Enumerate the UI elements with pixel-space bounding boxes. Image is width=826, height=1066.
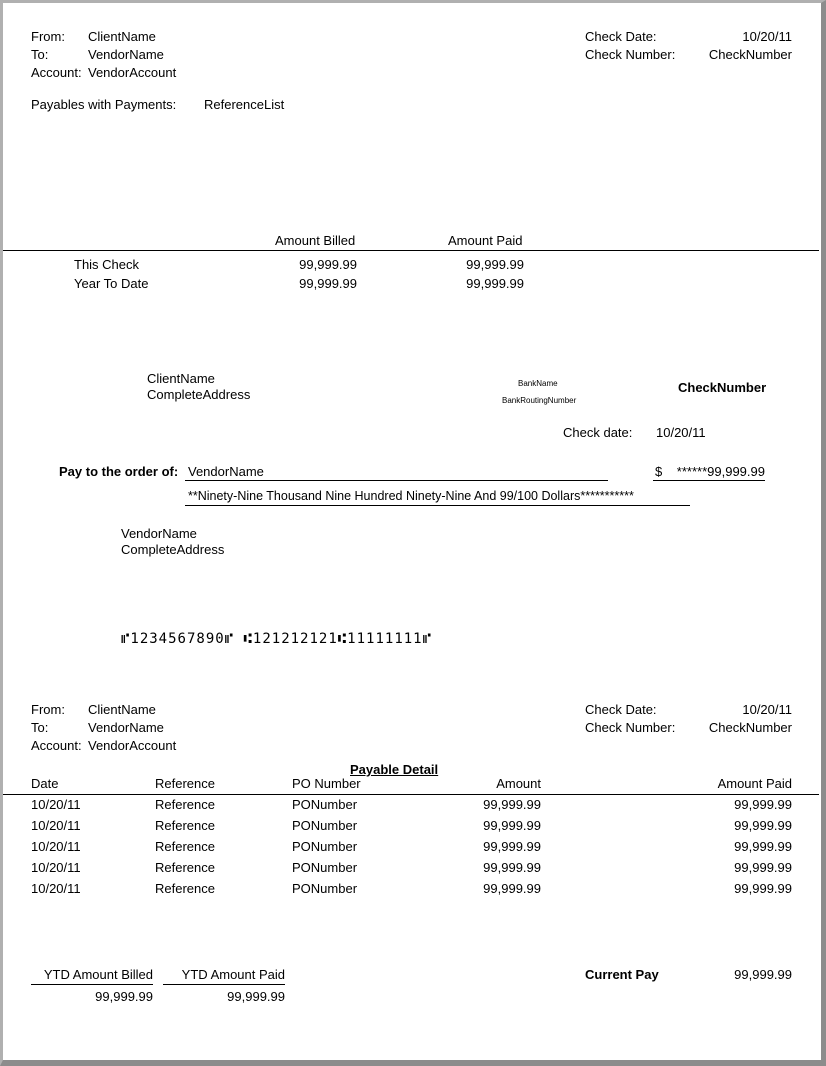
check-number: CheckNumber xyxy=(678,380,767,395)
row-reference: Reference xyxy=(155,860,215,875)
check-date-value: 10/20/11 xyxy=(656,425,706,440)
amount-paid-header: Amount Paid xyxy=(448,233,523,248)
check-number-label: Check Number: xyxy=(585,47,676,62)
amount-line xyxy=(653,480,765,481)
row-amount-paid: 99,999.99 xyxy=(734,797,792,812)
current-pay-label: Current Pay xyxy=(585,967,659,982)
row-po-number: PONumber xyxy=(292,839,358,854)
from-value: ClientName xyxy=(88,702,156,717)
detail-divider xyxy=(3,794,819,795)
column-header-amount: Amount xyxy=(496,776,541,791)
account-label: Account: xyxy=(31,65,82,80)
row-amount-paid: 99,999.99 xyxy=(734,881,792,896)
current-pay-value: 99,999.99 xyxy=(734,967,792,982)
row-reference: Reference xyxy=(155,797,215,812)
to-value: VendorName xyxy=(88,720,164,735)
to-label: To: xyxy=(31,47,49,62)
from-label: From: xyxy=(31,702,65,717)
column-header-date: Date xyxy=(31,776,59,791)
row-reference: Reference xyxy=(155,818,215,833)
column-header-po-number: PO Number xyxy=(292,776,361,791)
row-po-number: PONumber xyxy=(292,860,358,875)
vendor-name: VendorName xyxy=(121,526,197,541)
check-amount: ******99,999.99 xyxy=(676,464,765,479)
pay-to-label: Pay to the order of: xyxy=(59,464,179,479)
vendor-address: CompleteAddress xyxy=(121,542,225,557)
row-amount-paid: 99,999.99 xyxy=(734,818,792,833)
row-amount: 99,999.99 xyxy=(483,818,541,833)
row-po-number: PONumber xyxy=(292,881,358,896)
micr-line: ⑈1234567890⑈ ⑆121212121⑆11111111⑈ xyxy=(121,631,433,647)
ytd-amount-billed-value: 99,999.99 xyxy=(95,989,153,1004)
check-number-value: CheckNumber xyxy=(708,47,792,62)
account-value: VendorAccount xyxy=(88,738,177,753)
row-date: 10/20/11 xyxy=(31,797,81,812)
ytd-amount-paid-label: YTD Amount Paid xyxy=(181,967,285,982)
to-value: VendorName xyxy=(88,47,164,62)
row-po-number: PONumber xyxy=(292,797,358,812)
row-amount: 99,999.99 xyxy=(483,881,541,896)
bank-name: BankName xyxy=(518,379,558,388)
ytd-paid-underline xyxy=(163,984,285,985)
bank-routing-number: BankRoutingNumber xyxy=(502,396,577,405)
row-amount: 99,999.99 xyxy=(483,839,541,854)
summary-row-label: This Check xyxy=(74,257,140,272)
check-date-label: Check date: xyxy=(563,425,633,440)
ytd-amount-billed-label: YTD Amount Billed xyxy=(43,967,153,982)
summary-divider xyxy=(3,250,819,251)
row-reference: Reference xyxy=(155,881,215,896)
check-date-value: 10/20/11 xyxy=(742,29,792,44)
row-date: 10/20/11 xyxy=(31,881,81,896)
summary-row-billed: 99,999.99 xyxy=(299,276,357,291)
payee-line xyxy=(185,480,608,481)
row-amount: 99,999.99 xyxy=(483,797,541,812)
check-date-label: Check Date: xyxy=(585,29,657,44)
client-address: CompleteAddress xyxy=(147,387,251,402)
ytd-billed-underline xyxy=(31,984,153,985)
summary-row-paid: 99,999.99 xyxy=(466,276,524,291)
row-amount: 99,999.99 xyxy=(483,860,541,875)
account-label: Account: xyxy=(31,738,82,753)
column-header-reference: Reference xyxy=(155,776,215,791)
check-date-value: 10/20/11 xyxy=(742,702,792,717)
payee-name: VendorName xyxy=(188,464,264,479)
row-date: 10/20/11 xyxy=(31,839,81,854)
check-number-value: CheckNumber xyxy=(708,720,792,735)
summary-row-billed: 99,999.99 xyxy=(299,257,357,272)
to-label: To: xyxy=(31,720,49,735)
row-date: 10/20/11 xyxy=(31,860,81,875)
row-amount-paid: 99,999.99 xyxy=(734,860,792,875)
row-reference: Reference xyxy=(155,839,215,854)
payables-label: Payables with Payments: xyxy=(31,97,177,112)
check-number-label: Check Number: xyxy=(585,720,676,735)
payables-value: ReferenceList xyxy=(204,97,285,112)
amount-billed-header: Amount Billed xyxy=(275,233,356,248)
row-date: 10/20/11 xyxy=(31,818,81,833)
amount-words-line xyxy=(185,505,690,506)
column-header-amount-paid: Amount Paid xyxy=(717,776,792,791)
payable-detail-title: Payable Detail xyxy=(350,762,439,777)
summary-row-paid: 99,999.99 xyxy=(466,257,524,272)
row-amount-paid: 99,999.99 xyxy=(734,839,792,854)
summary-row-label: Year To Date xyxy=(74,276,149,291)
amount-in-words: **Ninety-Nine Thousand Nine Hundred Ninety-Nine And 99/100 Dollars*********** xyxy=(188,489,634,503)
row-po-number: PONumber xyxy=(292,818,358,833)
check-date-label: Check Date: xyxy=(585,702,657,717)
from-label: From: xyxy=(31,29,65,44)
dollar-sign: $ xyxy=(655,464,663,479)
client-name: ClientName xyxy=(147,371,215,386)
from-value: ClientName xyxy=(88,29,156,44)
account-value: VendorAccount xyxy=(88,65,177,80)
ytd-amount-paid-value: 99,999.99 xyxy=(227,989,285,1004)
